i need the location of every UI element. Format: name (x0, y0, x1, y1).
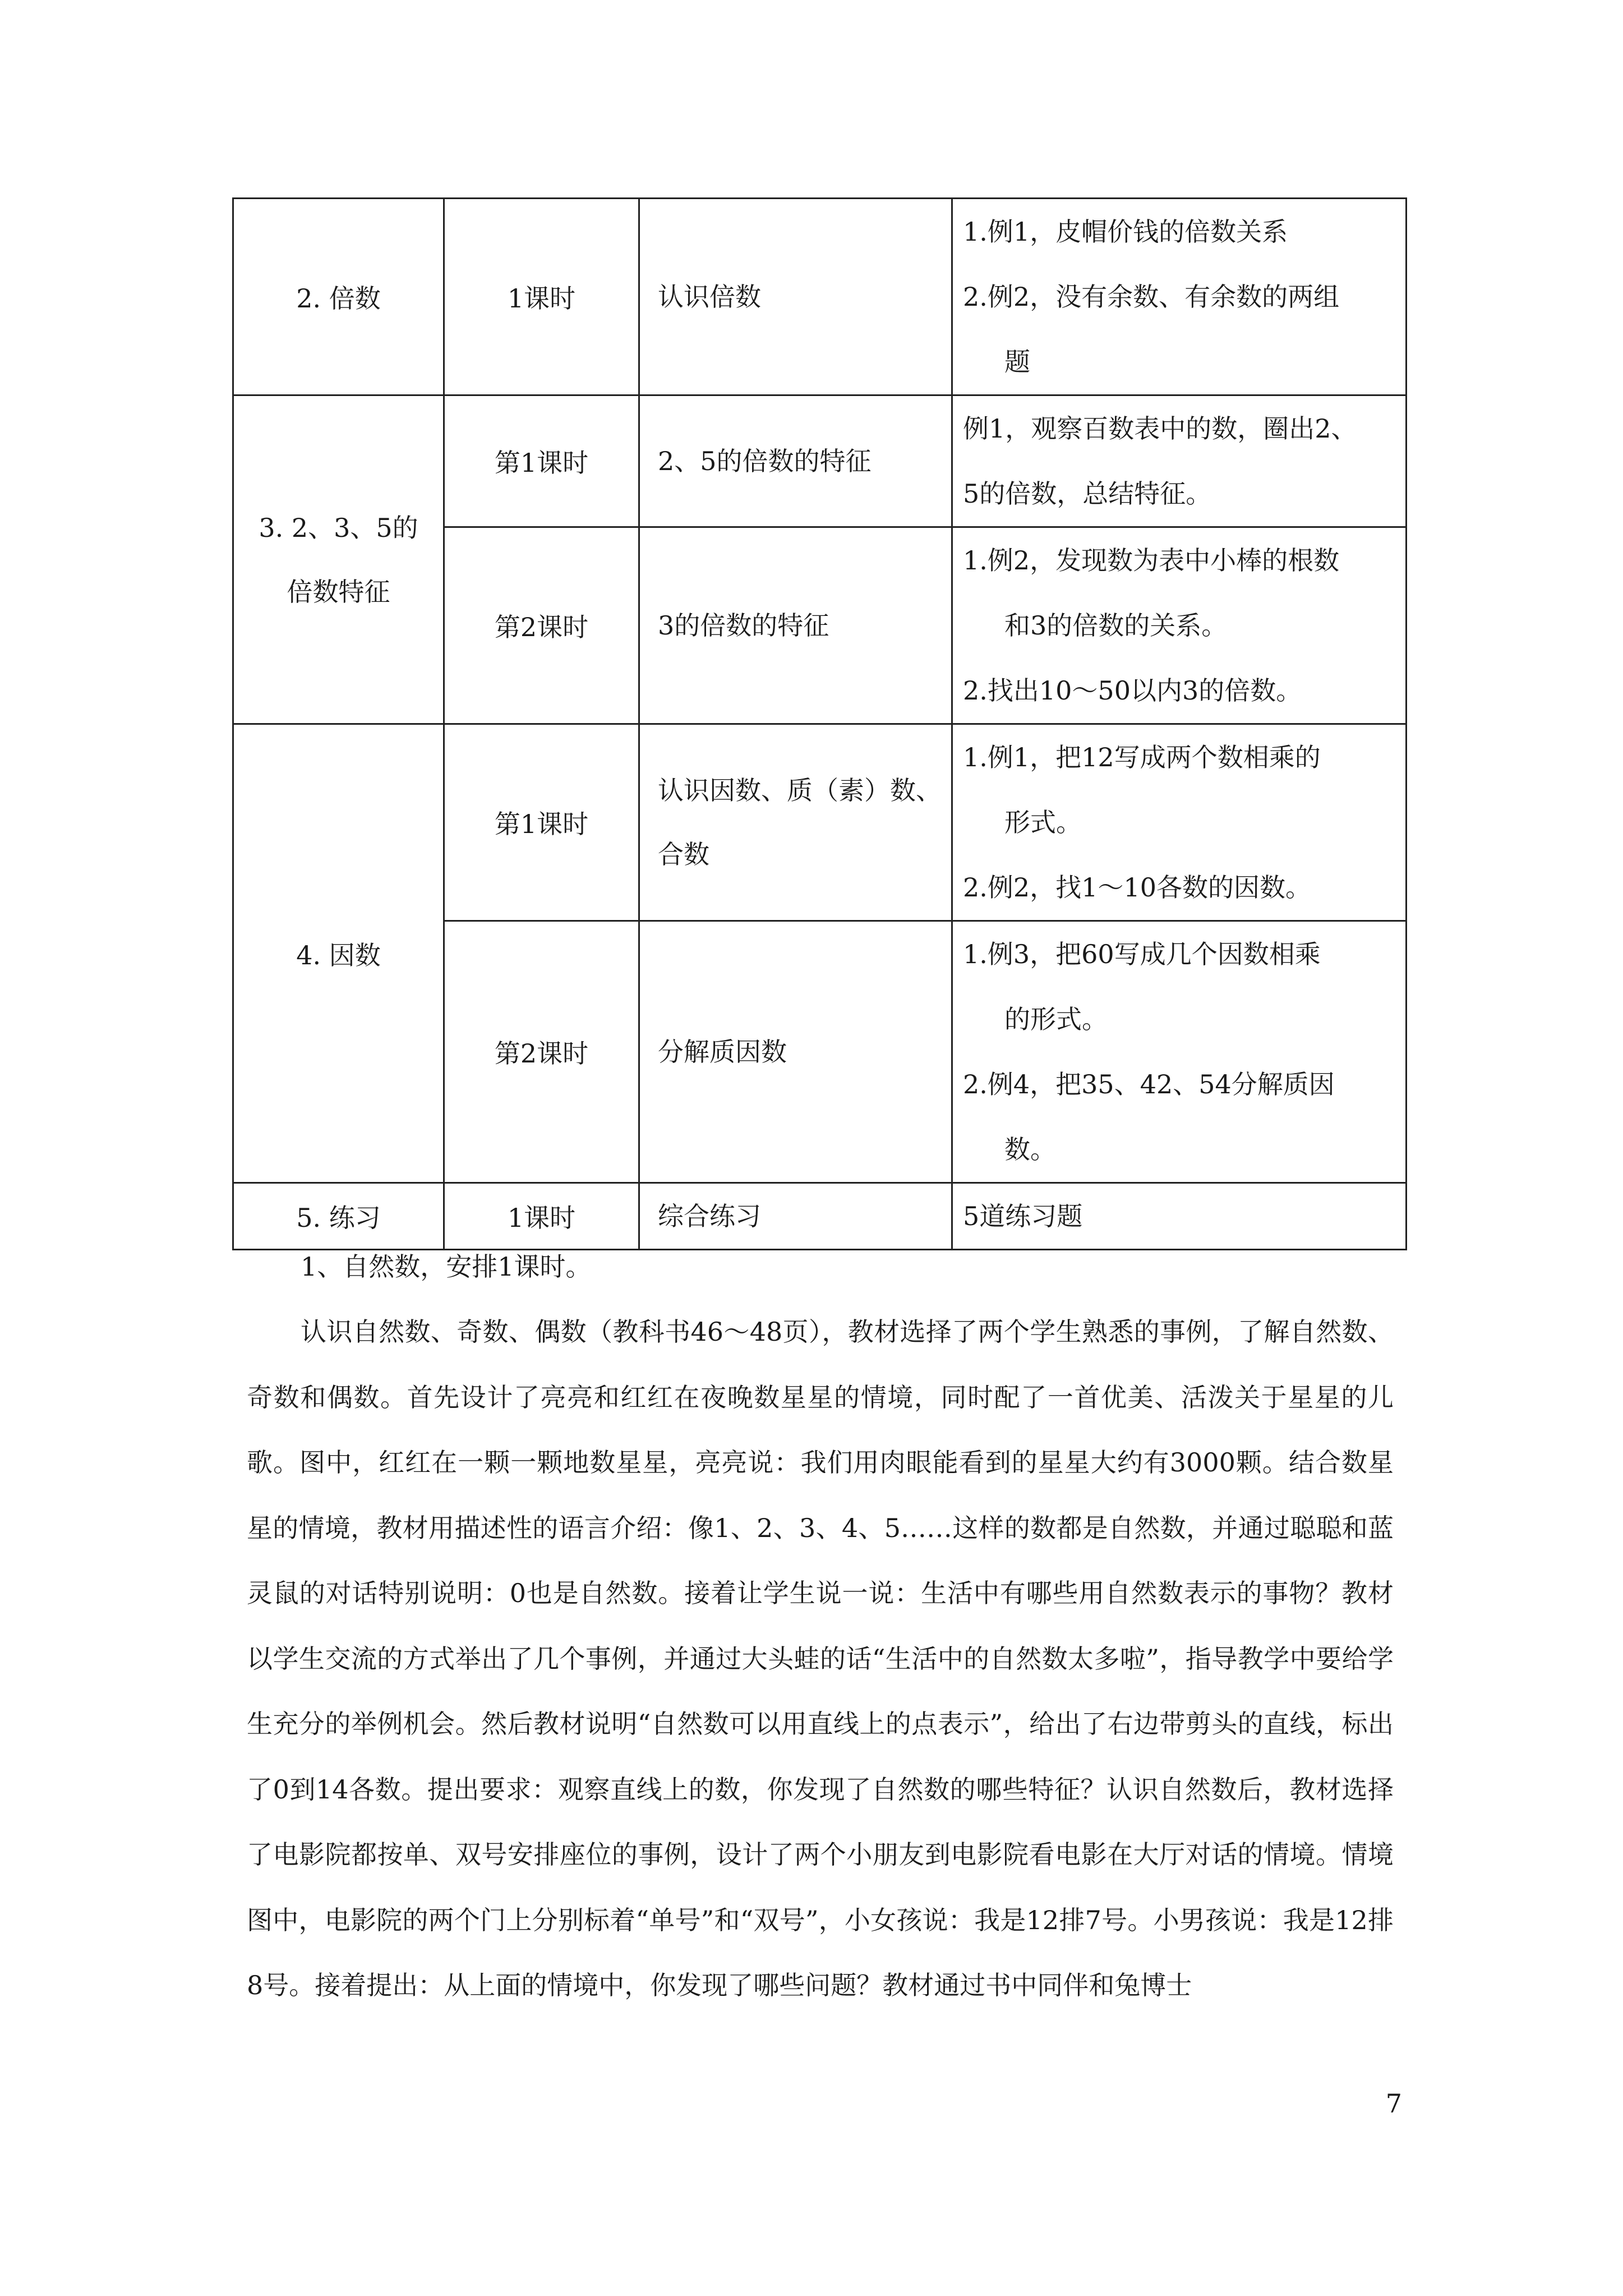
content-cell: 综合练习 (639, 1183, 952, 1250)
unit-cell: 2. 倍数 (233, 199, 444, 395)
page-number: 7 (1385, 2088, 1402, 2119)
content-cell: 3的倍数的特征 (639, 527, 952, 724)
lesson-cell: 第1课时 (444, 724, 639, 921)
unit-cell: 3. 2、3、5的 倍数特征 (233, 395, 444, 724)
example-item: 1.例2，发现数为表中小棒的根数 和3的倍数的关系。 (963, 545, 1340, 641)
example-item: 5道练习题 (963, 1201, 1083, 1231)
examples-cell (952, 527, 1407, 724)
examples-cell (952, 199, 1407, 395)
unit-cell: 4. 因数 (233, 724, 444, 1183)
lesson-plan-table (232, 197, 1407, 1250)
lesson-cell: 1课时 (444, 199, 639, 395)
example-item: 1.例1，把12写成两个数相乘的 形式。 (963, 742, 1321, 838)
lesson-cell: 1课时 (444, 1183, 639, 1250)
example-item: 2.例2，没有余数、有余数的两组 题 (963, 282, 1340, 377)
content-cell: 认识倍数 (639, 199, 952, 395)
table-row (233, 199, 1407, 395)
content-cell: 认识因数、质（素）数、 合数 (639, 724, 952, 921)
examples-cell (952, 395, 1407, 527)
body-text (247, 1299, 1394, 2018)
example-item: 例1，观察百数表中的数，圈出2、 (963, 413, 1357, 444)
table-row (233, 724, 1407, 921)
lesson-cell: 第1课时 (444, 395, 639, 527)
example-item: 1.例1，皮帽价钱的倍数关系 (963, 217, 1288, 247)
content-cell: 分解质因数 (639, 921, 952, 1183)
example-item: 2.找出10～50以内3的倍数。 (963, 675, 1302, 706)
table-row (233, 395, 1407, 527)
section-heading: 1、自然数，安排1课时。 (301, 1251, 592, 1282)
examples-cell (952, 921, 1407, 1183)
lesson-cell: 第2课时 (444, 921, 639, 1183)
example-item: 2.例2，找1～10各数的因数。 (963, 872, 1311, 903)
unit-cell: 5. 练习 (233, 1183, 444, 1250)
example-item: 1.例3，把60写成几个因数相乘 的形式。 (963, 939, 1321, 1034)
example-item: 2.例4，把35、42、54分解质因 数。 (963, 1069, 1335, 1165)
content-cell: 2、5的倍数的特征 (639, 395, 952, 527)
lesson-cell: 第2课时 (444, 527, 639, 724)
example-item: 5的倍数，总结特征。 (963, 478, 1212, 509)
examples-cell (952, 724, 1407, 921)
body-paragraph: 认识自然数、奇数、偶数（教科书46～48页），教材选择了两个学生熟悉的事例，了解自然数、奇数和偶数。首先设计了亮亮和红红在夜晚数星星的情境，同时配了一首优美、活泼关于星星的儿歌。图中，红红在一颗一颗地数星星，亮亮说：我们用肉眼能看到的星星大约有3000颗。结合数星星的情境，教材用描述性的语言介绍：像1、2、3、4、5……这样的数都是自然数，并通过聪聪和蓝灵鼠的对话特别说明：0也是自然数。接着让学生说一说：生活中有哪些用自然数表示的事物？教材以学生交流的方式举出了几个事例，并通过大头蛙的话“生活中的自然数太多啦”，指导教学中要给学生充分的举例机会。然后教材说明“自然数可以用直线上的点表示”，给出了右边带剪头的直线，标出了0到14各数。提出要求：观察直线上的数，你发现了自然数的哪些特征？认识自然数后，教材选择了电影院都按单、双号安排座位的事例，设计了两个小朋友到电影院看电影在大厅对话的情境。情境图中，电影院的两个门上分别标着“单号”和“双号”，小女孩说：我是12排7号。小男孩说：我是12排8号。接着提出：从上面的情境中，你发现了哪些问题？教材通过书中同伴和兔博士 (247, 1317, 1394, 2000)
